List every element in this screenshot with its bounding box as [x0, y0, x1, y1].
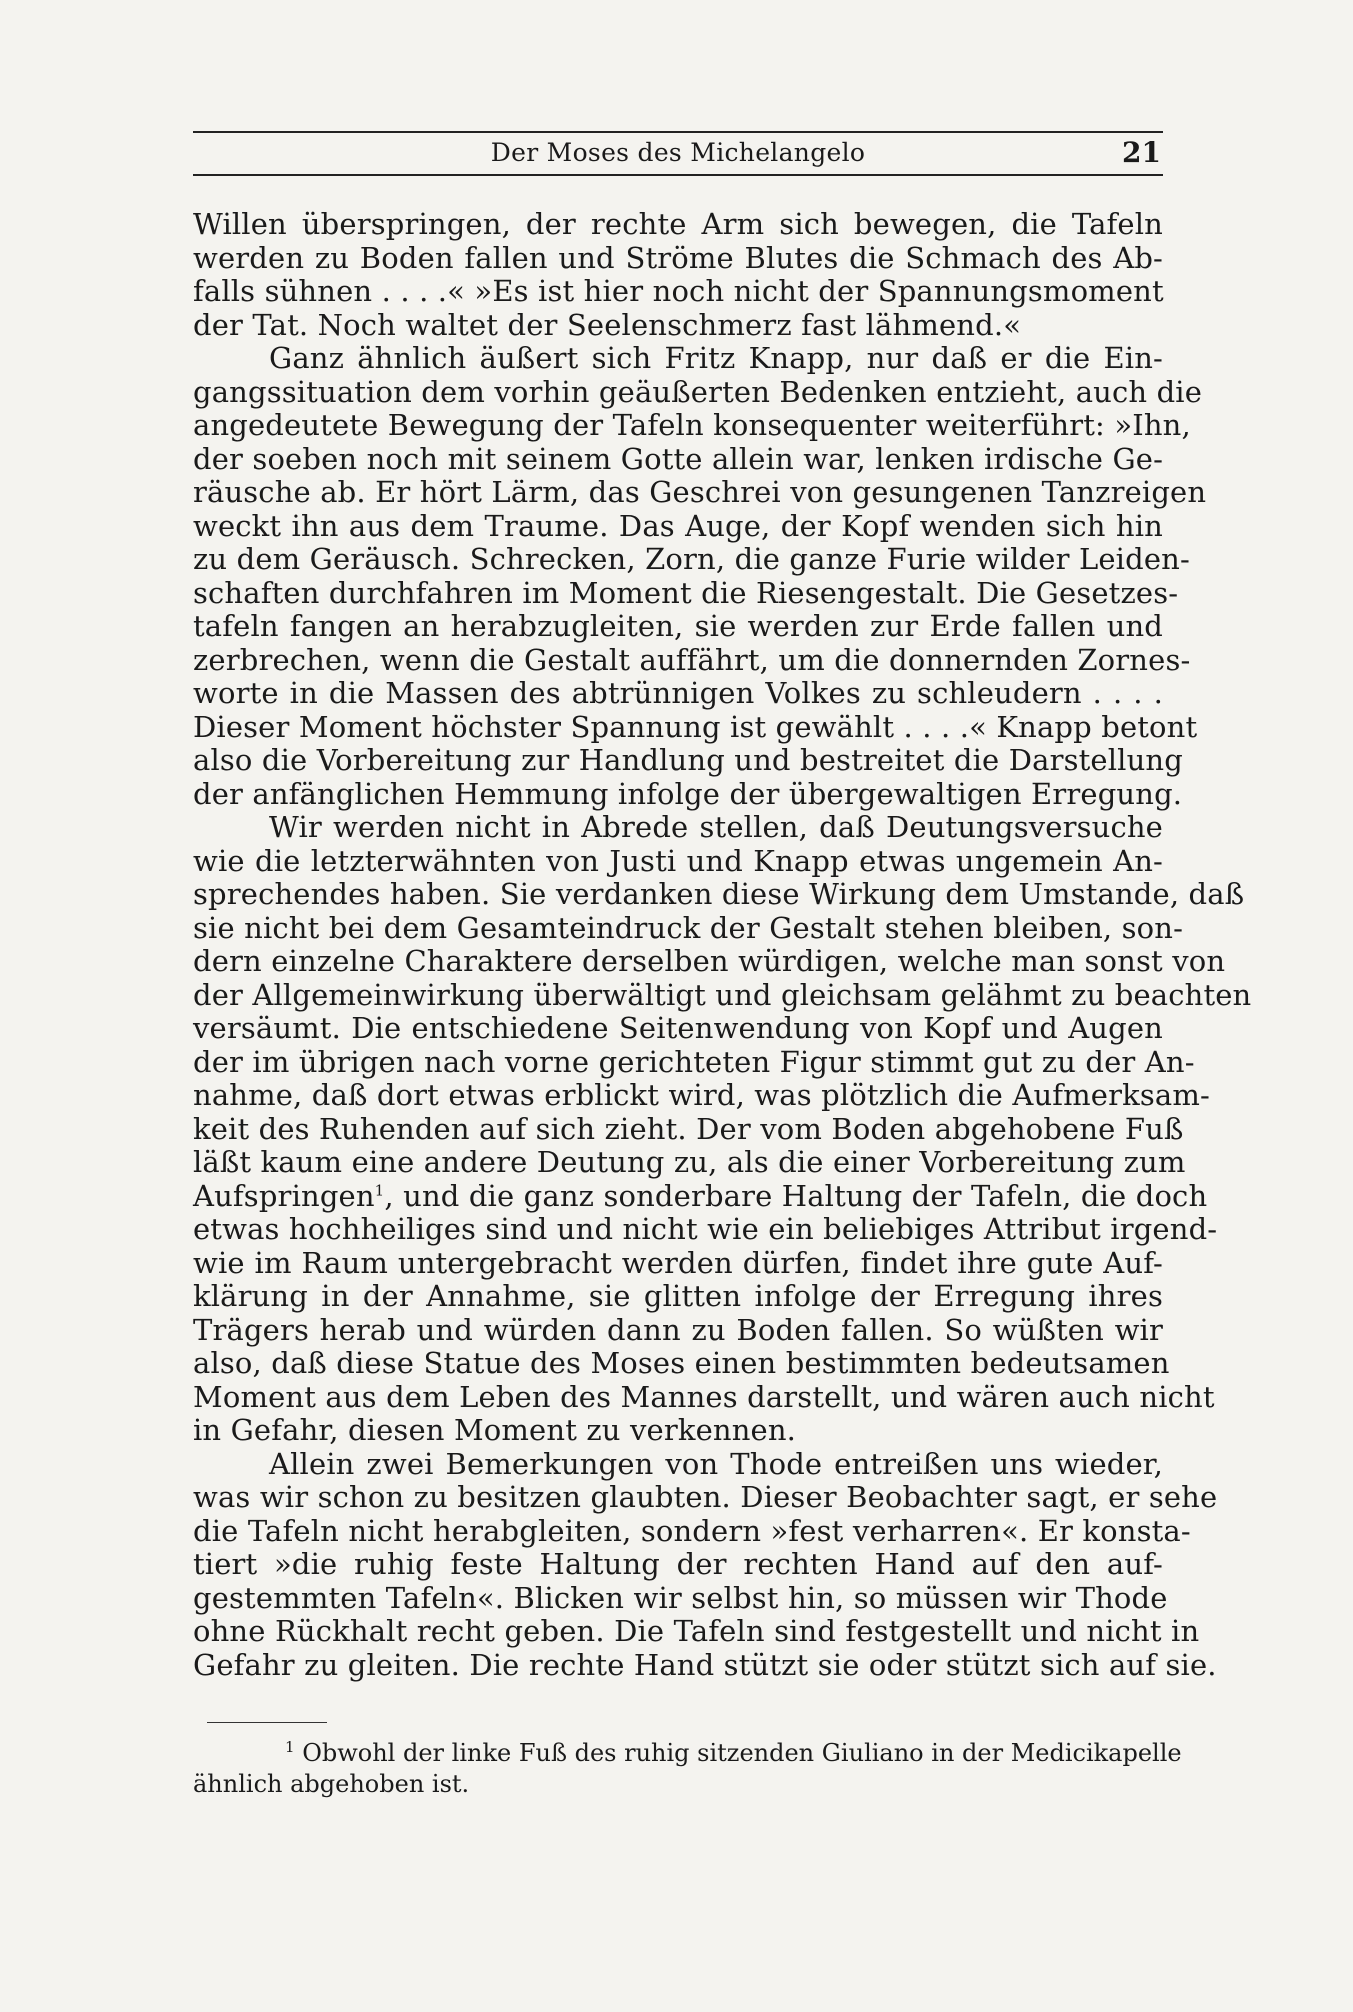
text-line: Gefahr zu gleiten. Die rechte Hand stützt sie oder stützt sich auf sie. — [193, 1647, 1217, 1682]
text-line: der anfänglichen Hemmung infolge der übergewaltigen Erregung. — [193, 776, 1183, 811]
text-fragment: Aufspringen — [193, 1178, 375, 1213]
text-line: weckt ihn aus dem Traume. Das Auge, der Kopf wenden sich hin — [193, 508, 1163, 543]
text-line: werden zu Boden fallen und Ströme Blutes die Schmach des Ab- — [193, 240, 1163, 275]
footnote-text: Obwohl der linke Fuß des ruhig sitzenden Giuliano in der Medicikapelle — [302, 1739, 1182, 1767]
text-line: keit des Ruhenden auf sich zieht. Der vom Boden abgehobene Fuß — [193, 1111, 1184, 1146]
text-line: versäumt. Die entschiedene Seitenwendung von Kopf und Augen — [193, 1011, 1163, 1045]
text-line: tafeln fangen an herabzugleiten, sie werden zur Erde fallen und — [193, 609, 1163, 643]
text-line: worte in die Massen des abtrünnigen Volkes zu schleudern . . . . — [193, 676, 1163, 710]
text-line: schaften durchfahren im Moment die Riesengestalt. Die Gesetzes- — [193, 575, 1179, 610]
footnote — [193, 1738, 1182, 1800]
body-text — [193, 207, 1252, 1682]
text-line: Dieser Moment höchster Spannung ist gewählt . . . .« Knapp betont — [193, 709, 1198, 744]
text-line: zu dem Geräusch. Schrecken, Zorn, die ganze Furie wilder Leiden- — [193, 542, 1190, 576]
page-number: 21 — [1122, 136, 1161, 169]
text-line: Wir werden nicht in Abrede stellen, daß Deutungsversuche — [269, 810, 1163, 844]
text-line: ohne Rückhalt recht geben. Die Tafeln sind festgestellt und nicht in — [193, 1614, 1200, 1648]
text-line: läßt kaum eine andere Deutung zu, als die einer Vorbereitung zum — [193, 1145, 1186, 1179]
text-line: was wir schon zu besitzen glaubten. Dieser Beobachter sagt, er sehe — [193, 1480, 1218, 1514]
text-line: sie nicht bei dem Gesamteindruck der Gestalt stehen bleiben, son- — [193, 910, 1184, 945]
text-line: der Allgemeinwirkung überwältigt und gleichsam gelähmt zu beachten — [193, 977, 1252, 1012]
text-line-with-footnote-ref — [193, 1178, 1208, 1214]
text-line: in Gefahr, diesen Moment zu verkennen. — [193, 1413, 797, 1447]
text-line: Willen überspringen, der rechte Arm sich bewegen, die Tafeln — [193, 207, 1163, 241]
footnote-reference: 1 — [374, 1180, 385, 1199]
header-bottom-rule — [193, 174, 1163, 176]
text-line: Allein zwei Bemerkungen von Thode entreißen uns wieder, — [269, 1446, 1163, 1481]
text-line: gestemmten Tafeln«. Blicken wir selbst hin, so müssen wir Thode — [193, 1580, 1168, 1615]
text-line: der im übrigen nach vorne gerichteten Figur stimmt gut zu der An- — [193, 1044, 1195, 1079]
running-header — [193, 134, 1163, 170]
text-line: die Tafeln nicht herabgleiten, sondern »fest verharren«. Er konsta- — [193, 1513, 1191, 1548]
text-line: also die Vorbereitung zur Handlung und bestreitet die Darstellung — [193, 743, 1183, 777]
text-line: klärung in der Annahme, sie glitten infolge der Erregung ihres — [193, 1279, 1163, 1313]
text-line: also, daß diese Statue des Moses einen bestimmten bedeutsamen — [193, 1346, 1170, 1380]
text-line: räusche ab. Er hört Lärm, das Geschrei von gesungenen Tanzreigen — [193, 475, 1207, 509]
text-line: etwas hochheiliges sind und nicht wie ein beliebiges Attribut irgend- — [193, 1212, 1218, 1246]
text-line: sprechendes haben. Sie verdanken diese Wirkung dem Umstande, daß — [193, 877, 1245, 911]
text-fragment: , und die ganz sonderbare Haltung der Tafeln, die doch — [384, 1178, 1208, 1213]
running-title: Der Moses des Michelangelo — [490, 138, 866, 167]
text-line: tiert »die ruhig feste Haltung der rechten Hand auf den auf- — [193, 1547, 1163, 1581]
text-line: wie die letzterwähnten von Justi und Knapp etwas ungemein An- — [193, 843, 1163, 878]
text-line: nahme, daß dort etwas erblickt wird, was plötzlich die Aufmerksam- — [193, 1078, 1210, 1112]
text-line: angedeutete Bewegung der Tafeln konsequenter weiterführt: »Ihn, — [193, 408, 1191, 442]
footnote-rule — [207, 1722, 327, 1723]
text-line: Trägers herab und würden dann zu Boden fallen. So wüßten wir — [193, 1312, 1163, 1347]
text-line: gangssituation dem vorhin geäußerten Bedenken entzieht, auch die — [193, 374, 1203, 409]
text-line: wie im Raum untergebracht werden dürfen, findet ihre gute Auf- — [193, 1245, 1163, 1280]
header-top-rule — [193, 131, 1163, 133]
text-line: zerbrechen, wenn die Gestalt auffährt, um die donnernden Zornes- — [193, 642, 1191, 677]
footnote-line: ähnlich abgehoben ist. — [193, 1770, 470, 1798]
text-line: falls sühnen . . . .« »Es ist hier noch nicht der Spannungsmoment — [193, 274, 1164, 308]
text-line: der soeben noch mit seinem Gotte allein war, lenken irdische Ge- — [193, 441, 1164, 476]
text-line: dern einzelne Charaktere derselben würdigen, welche man sonst von — [193, 944, 1226, 978]
footnote-line — [193, 1738, 1182, 1769]
text-line: Moment aus dem Leben des Mannes darstellt, und wären auch nicht — [193, 1379, 1215, 1414]
text-line: Ganz ähnlich äußert sich Fritz Knapp, nur daß er die Ein- — [269, 341, 1163, 375]
footnote-marker: 1 — [285, 1738, 295, 1756]
text-line: der Tat. Noch waltet der Seelenschmerz fast lähmend.« — [193, 307, 1022, 342]
